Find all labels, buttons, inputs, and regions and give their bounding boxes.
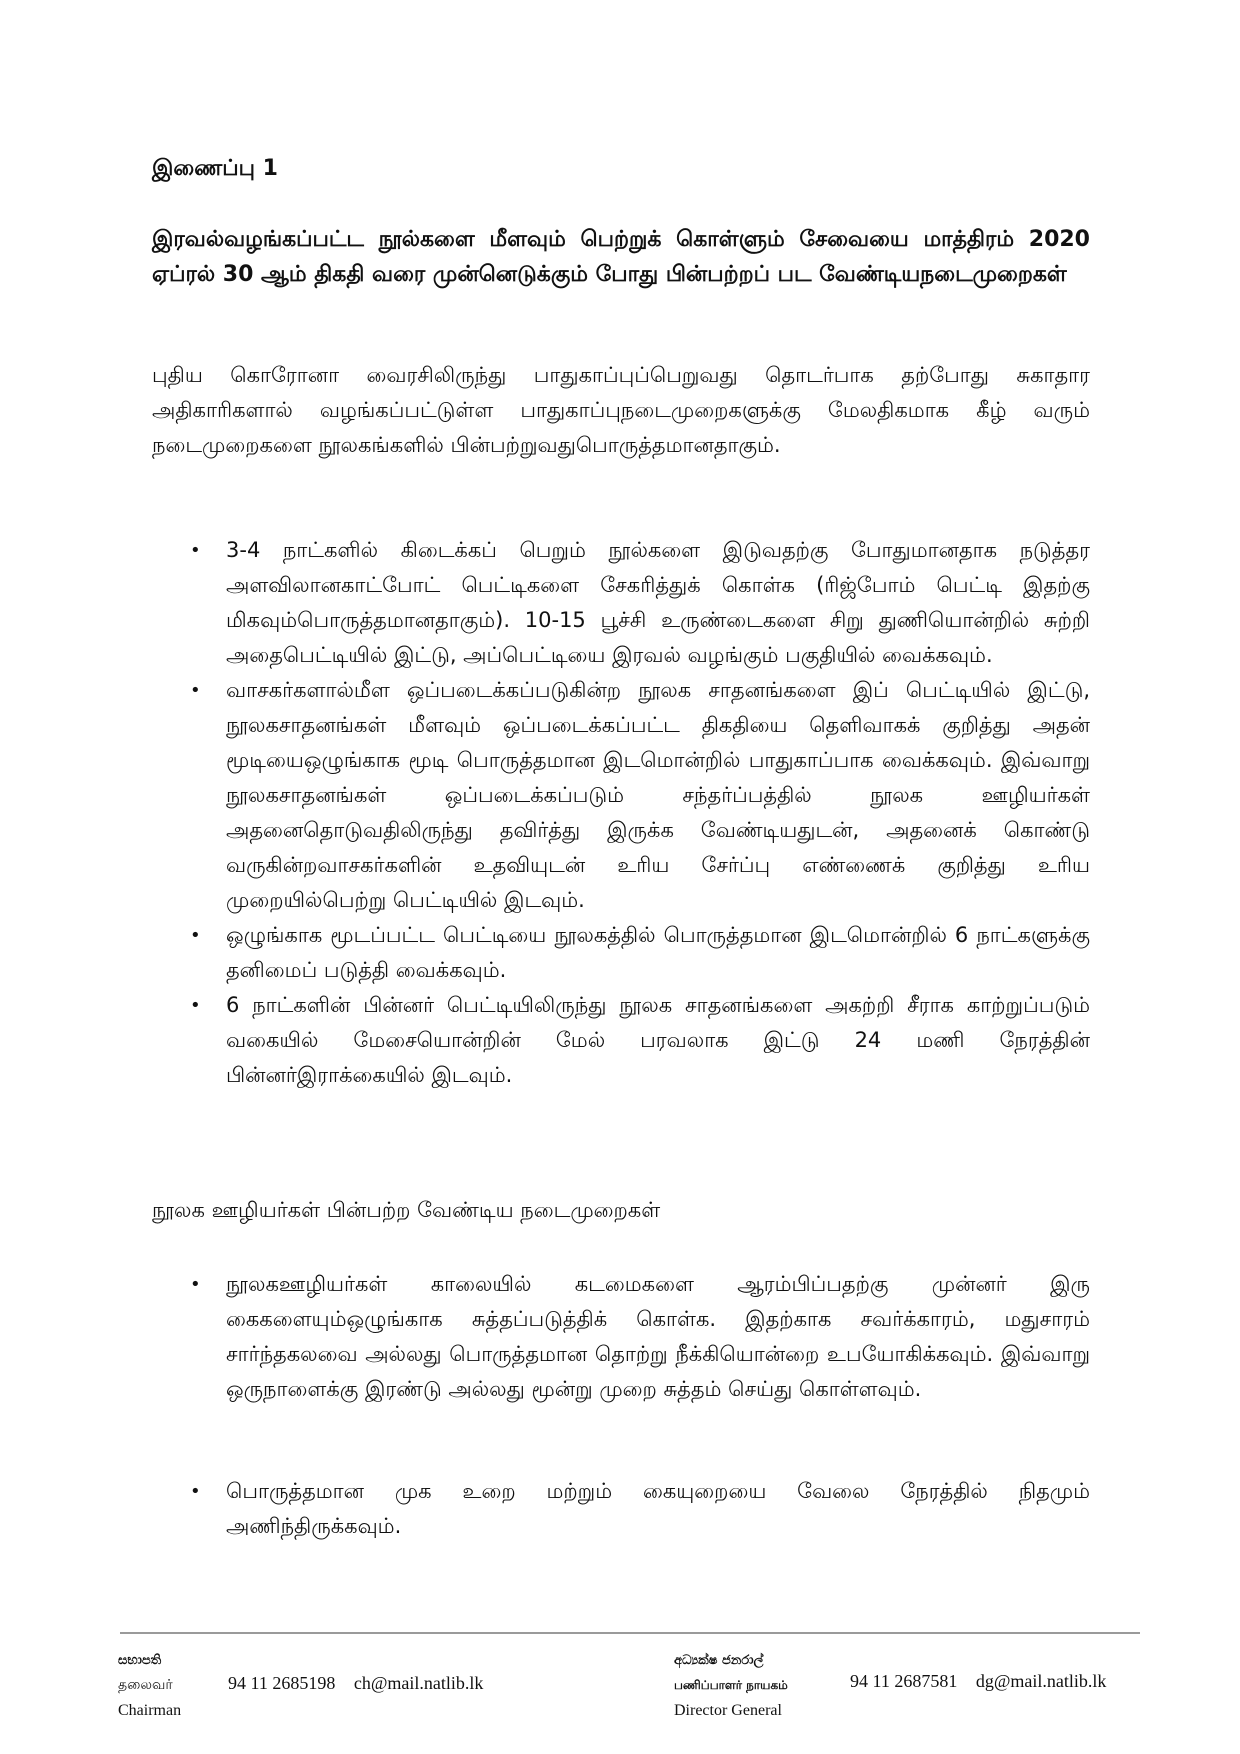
staff-procedure-list <box>190 1267 1090 1407</box>
procedure-text: வாசகர்களால்மீள ஒப்படைக்கப்படுகின்ற நூலக சாதனங்களை இப் பெட்டியில் இட்டு, நூலகசாதனங்கள் மீளவும் ஒப்படைக்கப்பட்ட திகதியை தெளிவாகக் குறித்து அதன் மூடியைஒழுங்காக மூடி பொருத்தமான இடமொன்றில் பாதுகாப்பாக வைக்கவும். இவ்வாறு நூலகசாதனங்கள் ஒப்படைக்கப்படும் சந்தர்ப்பத்தில் நூலக ஊழியர்கள் அதனைதொடுவதிலிருந்து தவிர்த்து இருக்க வேண்டியதுடன், அதனைக் கொண்டு வருகின்றவாசகர்களின் உதவியுடன் உரிய சேர்ப்பு எண்ணைக் குறித்து உரிய முறையில்பெற்று பெட்டியில் இடவும். <box>226 678 1090 912</box>
staff-procedure-text: நூலகஊழியர்கள் காலையில் கடமைகளை ஆரம்பிப்பதற்கு முன்னர் இரு கைகளையும்ஒழுங்காக சுத்தப்படுத்திக் கொள்க. இதற்காக சவர்க்காரம், மதுசாரம் சார்ந்தகலவை அல்லது பொருத்தமான தொற்று நீக்கியொன்றை உபயோகிக்கவும். இவ்வாறு ஒருநாளைக்கு இரண்டு அல்லது மூன்று முறை சுத்தம் செய்து கொள்ளவும். <box>226 1272 1090 1401</box>
bullet-icon: • <box>190 925 201 946</box>
procedure-text: ஒழுங்காக மூடப்பட்ட பெட்டியை நூலகத்தில் பொருத்தமான இடமொன்றில் 6 நாட்களுக்கு தனிமைப் படுத்தி வைக்கவும். <box>226 923 1090 982</box>
annex-label: இணைப்பு 1 <box>152 156 278 181</box>
chairman-phone: 94 11 2685198 <box>228 1673 336 1693</box>
procedure-text: 6 நாட்களின் பின்னர் பெட்டியிலிருந்து நூலக சாதனங்களை அகற்றி சீராக காற்றுப்படும் வகையில் மேசையொன்றின் மேல் பரவலாக இட்டு 24 மணி நேரத்தின் பின்னர்இராக்கையில் இடவும். <box>226 993 1090 1087</box>
director-sinhala-title: අධ්‍යක්ෂ ජනරාල් <box>674 1653 764 1668</box>
list-item <box>190 673 1090 918</box>
director-email: dg@mail.natlib.lk <box>975 1671 1107 1691</box>
bullet-icon: • <box>190 540 201 561</box>
footer-divider <box>120 1632 1140 1634</box>
document-title: இரவல்வழங்கப்பட்ட நூல்களை மீளவும் பெற்றுக் கொள்ளும் சேவையை மாத்திரம் 2020 ஏப்ரல் 30 ஆம் திகதி வரை முன்னெடுக்கும் போது பின்பற்றப் பட வேண்டியநடைமுறைகள் <box>152 227 1090 287</box>
footer-chairman-contact <box>228 1673 497 1694</box>
bullet-icon: • <box>190 680 201 701</box>
bullet-icon: • <box>190 995 201 1016</box>
chairman-sinhala-title: සභාපති <box>118 1653 162 1668</box>
bullet-icon: • <box>190 1481 201 1502</box>
chairman-email: ch@mail.natlib.lk <box>353 1673 484 1693</box>
intro-paragraph: புதிய கொரோனா வைரசிலிருந்து பாதுகாப்புப்பெறுவது தொடர்பாக தற்போது சுகாதார அதிகாரிகளால் வழங்கப்பட்டுள்ள பாதுகாப்புநடைமுறைகளுக்கு மேலதிகமாக கீழ் வரும் நடைமுறைகளை நூலகங்களில் பின்பற்றுவதுபொருத்தமானதாகும். <box>152 363 1090 457</box>
list-item <box>190 1267 1090 1407</box>
footer-director-contact <box>850 1671 1120 1692</box>
procedure-text: 3-4 நாட்களில் கிடைக்கப் பெறும் நூல்களை இடுவதற்கு போதுமானதாக நடுத்தர அளவிலானகாட்போட் பெட்டிகளை சேகரித்துக் கொள்க (ரிஜ்போம் பெட்டி இதற்கு மிகவும்பொருத்தமானதாகும்). 10-15 பூச்சி உருண்டைகளை சிறு துணியொன்றில் சுற்றி அதைபெட்டியில் இட்டு, அப்பெட்டியை இரவல் வழங்கும் பகுதியில் வைக்கவும். <box>226 538 1090 667</box>
staff-procedure-list-2 <box>190 1474 1090 1544</box>
chairman-tamil-title: தலைவர் <box>118 1677 173 1693</box>
staff-section-heading: நூலக ஊழியர்கள் பின்பற்ற வேண்டிய நடைமுறைகள் <box>152 1198 661 1222</box>
list-item <box>190 918 1090 988</box>
list-item <box>190 533 1090 673</box>
list-item <box>190 1474 1090 1544</box>
procedure-list <box>190 533 1090 1093</box>
staff-procedure-text: பொருத்தமான முக உறை மற்றும் கையுறையை வேலை நேரத்தில் நிதமும் அணிந்திருக்கவும். <box>226 1479 1090 1538</box>
footer-chairman-titles <box>118 1648 181 1723</box>
chairman-english-title: Chairman <box>118 1702 182 1719</box>
footer-director-titles <box>674 1648 788 1723</box>
bullet-icon: • <box>190 1274 201 1295</box>
director-tamil-title: பணிப்பாளர் நாயகம் <box>674 1678 788 1692</box>
list-item <box>190 988 1090 1093</box>
director-english-title: Director General <box>674 1702 782 1719</box>
director-phone: 94 11 2687581 <box>850 1671 958 1691</box>
